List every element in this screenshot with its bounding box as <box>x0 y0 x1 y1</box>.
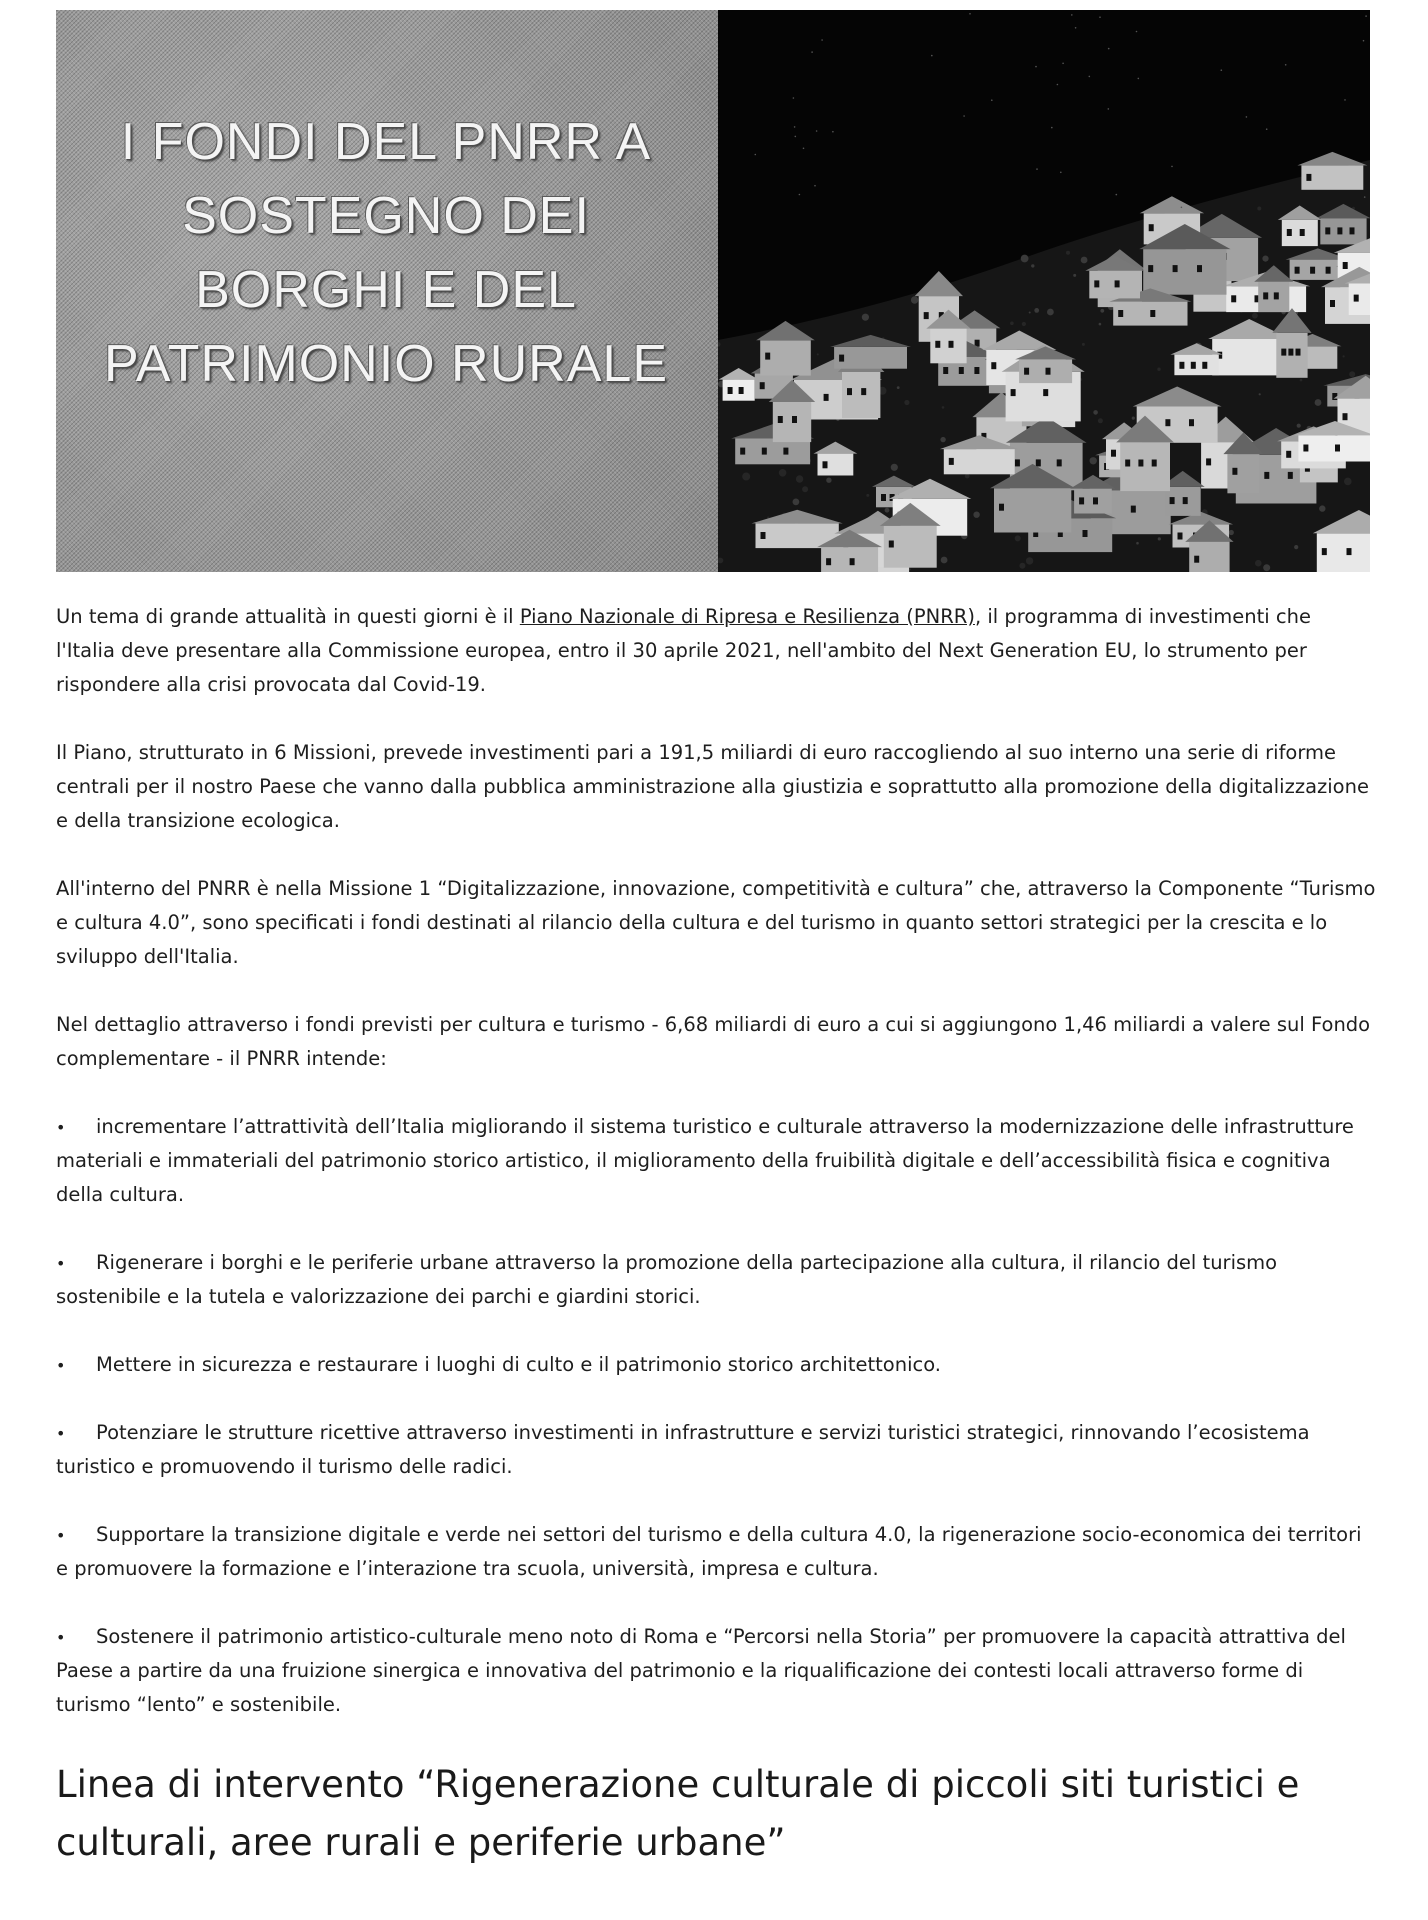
sky-speck <box>1036 168 1038 170</box>
house-window <box>1202 362 1207 369</box>
intro-text-start: Un tema di grande attualità in questi giorni è il <box>56 605 520 628</box>
bullet-item <box>56 1416 1376 1484</box>
house-window <box>1337 227 1342 234</box>
house-roof <box>1297 152 1367 166</box>
foliage-dot <box>866 494 869 497</box>
foliage-dot <box>1315 399 1322 406</box>
house-window <box>739 387 744 394</box>
house-window <box>1232 468 1237 475</box>
house-wall <box>735 439 810 465</box>
house-window <box>1118 310 1123 317</box>
foliage-dot <box>1257 207 1261 211</box>
house-window <box>889 541 894 548</box>
village-illustration <box>718 10 1370 572</box>
intro-paragraph <box>56 600 1376 702</box>
house-wall <box>1298 435 1370 461</box>
foliage-dot <box>1344 478 1352 486</box>
hero-banner <box>56 10 1370 572</box>
sky-speck <box>799 194 801 196</box>
house-window <box>881 494 886 501</box>
bullet-icon <box>56 1518 65 1553</box>
house-window <box>1093 497 1098 504</box>
house-window <box>1149 224 1154 231</box>
paragraph-mission-1: All'interno del PNRR è nella Missione 1 “Digitalizzazione, innovazione, competitività e cultura” che, attraverso la Componente “Turismo e cultura 4.0”, sono specificati i fondi destinati al rilancio della cultura e del turismo in quanto settori strategici per la crescita e lo sviluppo dell'Italia. <box>56 877 1376 968</box>
foliage-dot <box>1252 313 1258 319</box>
foliage-dot <box>941 557 948 564</box>
foliage-dot <box>1349 371 1355 377</box>
foliage-dot <box>1099 323 1102 326</box>
foliage-dot <box>1300 379 1303 382</box>
house-window <box>1206 458 1211 465</box>
house-window <box>1079 497 1084 504</box>
sky-speck <box>755 154 757 156</box>
foliage-dot <box>897 386 900 389</box>
sky-speck <box>1060 172 1062 174</box>
house-window <box>1138 460 1143 467</box>
pnrr-link[interactable]: Piano Nazionale di Ripresa e Resilienza (PNRR) <box>519 605 975 628</box>
foliage-dot <box>1262 256 1268 262</box>
house-window <box>1343 413 1348 420</box>
house-roof <box>1140 196 1204 213</box>
house-window <box>1288 472 1293 479</box>
house-window <box>1148 265 1153 272</box>
sky-speck <box>1108 108 1110 110</box>
sky-speck <box>816 130 818 132</box>
house-window <box>762 448 767 455</box>
house-window <box>1335 445 1340 452</box>
house-window <box>1347 548 1352 555</box>
house-window <box>1165 419 1170 426</box>
foliage-dot <box>1082 343 1085 346</box>
house-wall <box>1120 442 1170 491</box>
house-wall <box>834 347 907 369</box>
paragraph-funds: Nel dettaglio attraverso i fondi previsti per cultura e turismo - 6,68 miliardi di euro a cui si aggiungono 1,46 miliardi a valere sul Fondo complementare - il PNRR intende: <box>56 1013 1371 1070</box>
house-window <box>765 353 770 360</box>
sky-speck <box>1365 15 1367 17</box>
foliage-dot <box>1294 545 1298 549</box>
house-window <box>1343 262 1348 269</box>
bullet-text: Supportare la transizione digitale e verde nei settori del turismo e della cultura 4.0, la rigenerazione socio-economica dei territori e promuovere la formazione e l’interazione tra scuola, università, impresa e cultura. <box>56 1523 1362 1580</box>
house-window <box>1295 267 1300 274</box>
house-window <box>1094 280 1099 287</box>
house-window <box>1322 548 1327 555</box>
house-wall <box>994 488 1071 532</box>
house-window <box>783 448 788 455</box>
foliage-dot <box>1157 368 1160 371</box>
house-window <box>949 458 954 465</box>
foliage-dot <box>1100 309 1104 313</box>
house-window <box>1150 310 1155 317</box>
bullet-text: Rigenerare i borghi e le periferie urbane attraverso la promozione della partecipazione alla cultura, il rilancio del turismo sostenibile e la tutela e valorizzazione dei parchi e giardini storici. <box>56 1251 1278 1308</box>
village-night-photo <box>718 10 1370 572</box>
house-window <box>1083 530 1088 537</box>
sky-speck <box>1108 48 1110 50</box>
house-window <box>1131 506 1136 513</box>
house-window <box>823 461 828 468</box>
house-window <box>1296 349 1301 356</box>
house-window <box>1194 556 1199 563</box>
sky-speck <box>1364 196 1366 198</box>
foliage-dot <box>1021 255 1029 263</box>
foliage-dot <box>1066 251 1070 255</box>
foliage-dot <box>1158 537 1161 540</box>
foliage-dot <box>1081 257 1088 264</box>
house-window <box>1011 389 1016 396</box>
house-wall <box>1349 284 1370 316</box>
foliage-dot <box>862 314 869 321</box>
sky-speck <box>1138 78 1140 80</box>
house-window <box>1326 267 1331 274</box>
foliage-dot <box>909 568 911 570</box>
house-window <box>959 367 964 374</box>
house-wall <box>1143 249 1226 295</box>
house-window <box>1183 497 1188 504</box>
sky-speck <box>1266 128 1268 130</box>
house-window <box>1310 267 1315 274</box>
sky-speck <box>1057 84 1059 86</box>
sky-speck <box>1071 14 1073 16</box>
sky-speck <box>1089 76 1091 78</box>
bullet-item <box>56 1246 1376 1314</box>
foliage-dot <box>1229 530 1234 535</box>
sky-speck <box>931 55 933 57</box>
house-window <box>824 394 829 401</box>
foliage-dot <box>793 499 800 506</box>
foliage-dot <box>1031 264 1034 267</box>
foliage-dot <box>1132 417 1135 420</box>
house-window <box>1057 459 1062 466</box>
paragraph-missions: Il Piano, strutturato in 6 Missioni, prevede investimenti pari a 191,5 miliardi di euro raccogliendo al suo interno una serie di riforme centrali per il nostro Paese che vanno dalla pubblica amministrazione alla giustizia e soprattutto alla promozione della digitalizzazione e della transizione ecologica. <box>56 741 1369 832</box>
house-window <box>1015 459 1020 466</box>
foliage-dot <box>1263 564 1270 571</box>
foliage-dot <box>1136 542 1139 545</box>
foliage-dot <box>1319 505 1325 511</box>
foliage-dot <box>1019 563 1025 569</box>
house-window <box>1350 227 1355 234</box>
house-window <box>1178 533 1183 540</box>
sky-speck <box>991 99 993 101</box>
hero-title-panel <box>56 10 718 572</box>
sky-speck <box>1051 127 1053 129</box>
house-window <box>1354 295 1359 302</box>
sky-speck <box>1116 194 1118 196</box>
house-window <box>924 312 929 319</box>
sky-speck <box>1035 66 1037 68</box>
sky-speck <box>1246 116 1248 118</box>
sky-speck <box>821 39 823 41</box>
bullet-icon <box>56 1348 65 1383</box>
sky-speck <box>1136 31 1138 33</box>
sky-speck <box>832 131 834 133</box>
house-window <box>839 355 844 362</box>
house-window <box>1287 229 1292 236</box>
house-wall <box>1212 339 1286 375</box>
house-wall <box>944 449 1015 474</box>
intro-text-end: , il programma di investimenti che l'Italia deve presentare alla Commissione europea, entro il 30 aprile 2021, nell'ambito del Next Generation EU, lo strumento per rispondere alla crisi provocata dal Covid-19. <box>56 605 1311 696</box>
house-window <box>999 504 1004 511</box>
bullet-icon <box>56 1620 65 1655</box>
bullet-text: Mettere in sicurezza e restaurare i luoghi di culto e il patrimonio storico architettonico. <box>96 1353 941 1376</box>
house-window <box>728 387 733 394</box>
foliage-dot <box>779 469 787 477</box>
foliage-dot <box>1015 535 1021 541</box>
house-window <box>1306 174 1311 181</box>
foliage-dot <box>1098 418 1103 423</box>
foliage-dot <box>1022 322 1026 326</box>
foliage-dot <box>1090 457 1097 464</box>
house-window <box>1043 389 1048 396</box>
foliage-dot <box>1255 560 1262 567</box>
house-window <box>1197 265 1202 272</box>
house-window <box>943 367 948 374</box>
house-window <box>826 558 831 565</box>
house-window <box>1281 349 1286 356</box>
bullet-text: incrementare l’attrattività dell’Italia migliorando il sistema turistico e culturale attraverso la modernizzazione delle infrastrutture materiali e immateriali del patrimonio storico artistico, il miglioramento della fruibilità digitale e dell’accessibilità fisica e cognitiva della cultura. <box>56 1115 1354 1206</box>
foliage-dot <box>1343 355 1345 357</box>
house-window <box>1152 460 1157 467</box>
bullet-icon <box>56 1246 65 1281</box>
house-wall <box>1227 454 1259 493</box>
bullet-text: Sostenere il patrimonio artistico-culturale meno noto di Roma e “Percorsi nella Storia” per promuovere la capacità attrattiva del Paese a partire da una fruizione sinergica e innovativa del patrimonio e la riqualificazione dei contesti locali attraverso forme di turismo “lento” e sostenibile. <box>56 1625 1346 1716</box>
bullet-item <box>56 1110 1376 1212</box>
house-window <box>1264 472 1269 479</box>
bullet-item <box>56 1620 1376 1722</box>
sky-speck <box>793 97 795 99</box>
house-window <box>1231 295 1236 302</box>
house-window <box>850 558 855 565</box>
sky-speck <box>1221 69 1223 71</box>
foliage-dot <box>1029 312 1031 314</box>
house-window <box>1179 362 1184 369</box>
sky-speck <box>811 51 813 53</box>
sky-speck <box>1363 40 1365 42</box>
sky-speck <box>794 126 796 128</box>
foliage-dot <box>1259 393 1261 395</box>
house-window <box>935 341 940 348</box>
house-window <box>740 448 745 455</box>
foliage-dot <box>1034 308 1039 313</box>
sky-speck <box>1075 27 1077 29</box>
foliage-dot <box>885 508 890 513</box>
foliage-dot <box>1026 557 1033 564</box>
house-window <box>1125 460 1130 467</box>
sky-speck <box>795 136 797 138</box>
bullet-icon <box>56 1110 65 1145</box>
foliage-dot <box>1010 322 1014 326</box>
house-window <box>1170 497 1175 504</box>
house-window <box>1046 368 1051 375</box>
house-window <box>1274 292 1279 299</box>
sky-speck <box>1099 16 1101 18</box>
house-window <box>1303 445 1308 452</box>
house-window <box>792 416 797 423</box>
bullet-item <box>56 1348 1376 1382</box>
house-window <box>1191 362 1196 369</box>
house-window <box>861 388 866 395</box>
foliage-dot <box>904 400 909 405</box>
bullet-text: Potenziare le strutture ricettive attraverso investimenti in infrastrutture e servizi turistici strategici, rinnovando l’ecosistema turistico e promuovendo il turismo delle radici. <box>56 1421 1310 1478</box>
foliage-dot <box>1093 410 1098 415</box>
house-window <box>1263 292 1268 299</box>
foliage-dot <box>973 512 979 518</box>
sky-speck <box>1344 99 1346 101</box>
house-wall <box>1258 282 1289 312</box>
foliage-dot <box>796 475 803 482</box>
house-window <box>974 367 979 374</box>
section-heading: Linea di intervento “Rigenerazione culturale di piccoli siti turistici e culturali, aree rurali e periferie urbane” <box>56 1763 1300 1864</box>
foliage-dot <box>1047 309 1054 316</box>
foliage-dot <box>1297 424 1301 428</box>
house-window <box>1115 280 1120 287</box>
foliage-dot <box>942 406 945 409</box>
house-window <box>1111 450 1116 457</box>
foliage-dot <box>891 464 898 471</box>
foliage-dot <box>911 296 918 303</box>
foliage-dot <box>817 353 819 355</box>
house-window <box>1036 459 1041 466</box>
sky-speck <box>1062 63 1064 65</box>
sky-speck <box>969 13 971 15</box>
house-window <box>1330 300 1335 307</box>
house-window <box>1024 368 1029 375</box>
house-window <box>1286 451 1291 458</box>
bullet-icon <box>56 1416 65 1451</box>
house-window <box>949 341 954 348</box>
sky-speck <box>814 185 816 187</box>
sky-speck <box>1285 64 1287 66</box>
house-window <box>761 532 766 539</box>
foliage-dot <box>940 437 945 442</box>
sky-speck <box>1181 207 1183 209</box>
sky-speck <box>803 148 805 150</box>
house-window <box>1300 229 1305 236</box>
bullet-item <box>56 1518 1376 1586</box>
foliage-dot <box>1073 274 1076 277</box>
sky-speck <box>1171 166 1173 168</box>
house-window <box>760 382 765 389</box>
foliage-dot <box>802 486 808 492</box>
house-window <box>1189 419 1194 426</box>
sky-speck <box>963 115 965 117</box>
house-window <box>991 362 996 369</box>
foliage-dot <box>742 473 750 481</box>
article-body <box>56 600 1376 1872</box>
foliage-dot <box>965 474 970 479</box>
house-window <box>1288 349 1293 356</box>
house-window <box>778 416 783 423</box>
house-window <box>847 388 852 395</box>
house-window <box>1325 227 1330 234</box>
hero-title: I FONDI DEL PNRR A SOSTEGNO DEI BORGHI E DEL PATRIMONIO RURALE <box>103 113 668 393</box>
foliage-dot <box>826 478 831 483</box>
house-window <box>1173 265 1178 272</box>
